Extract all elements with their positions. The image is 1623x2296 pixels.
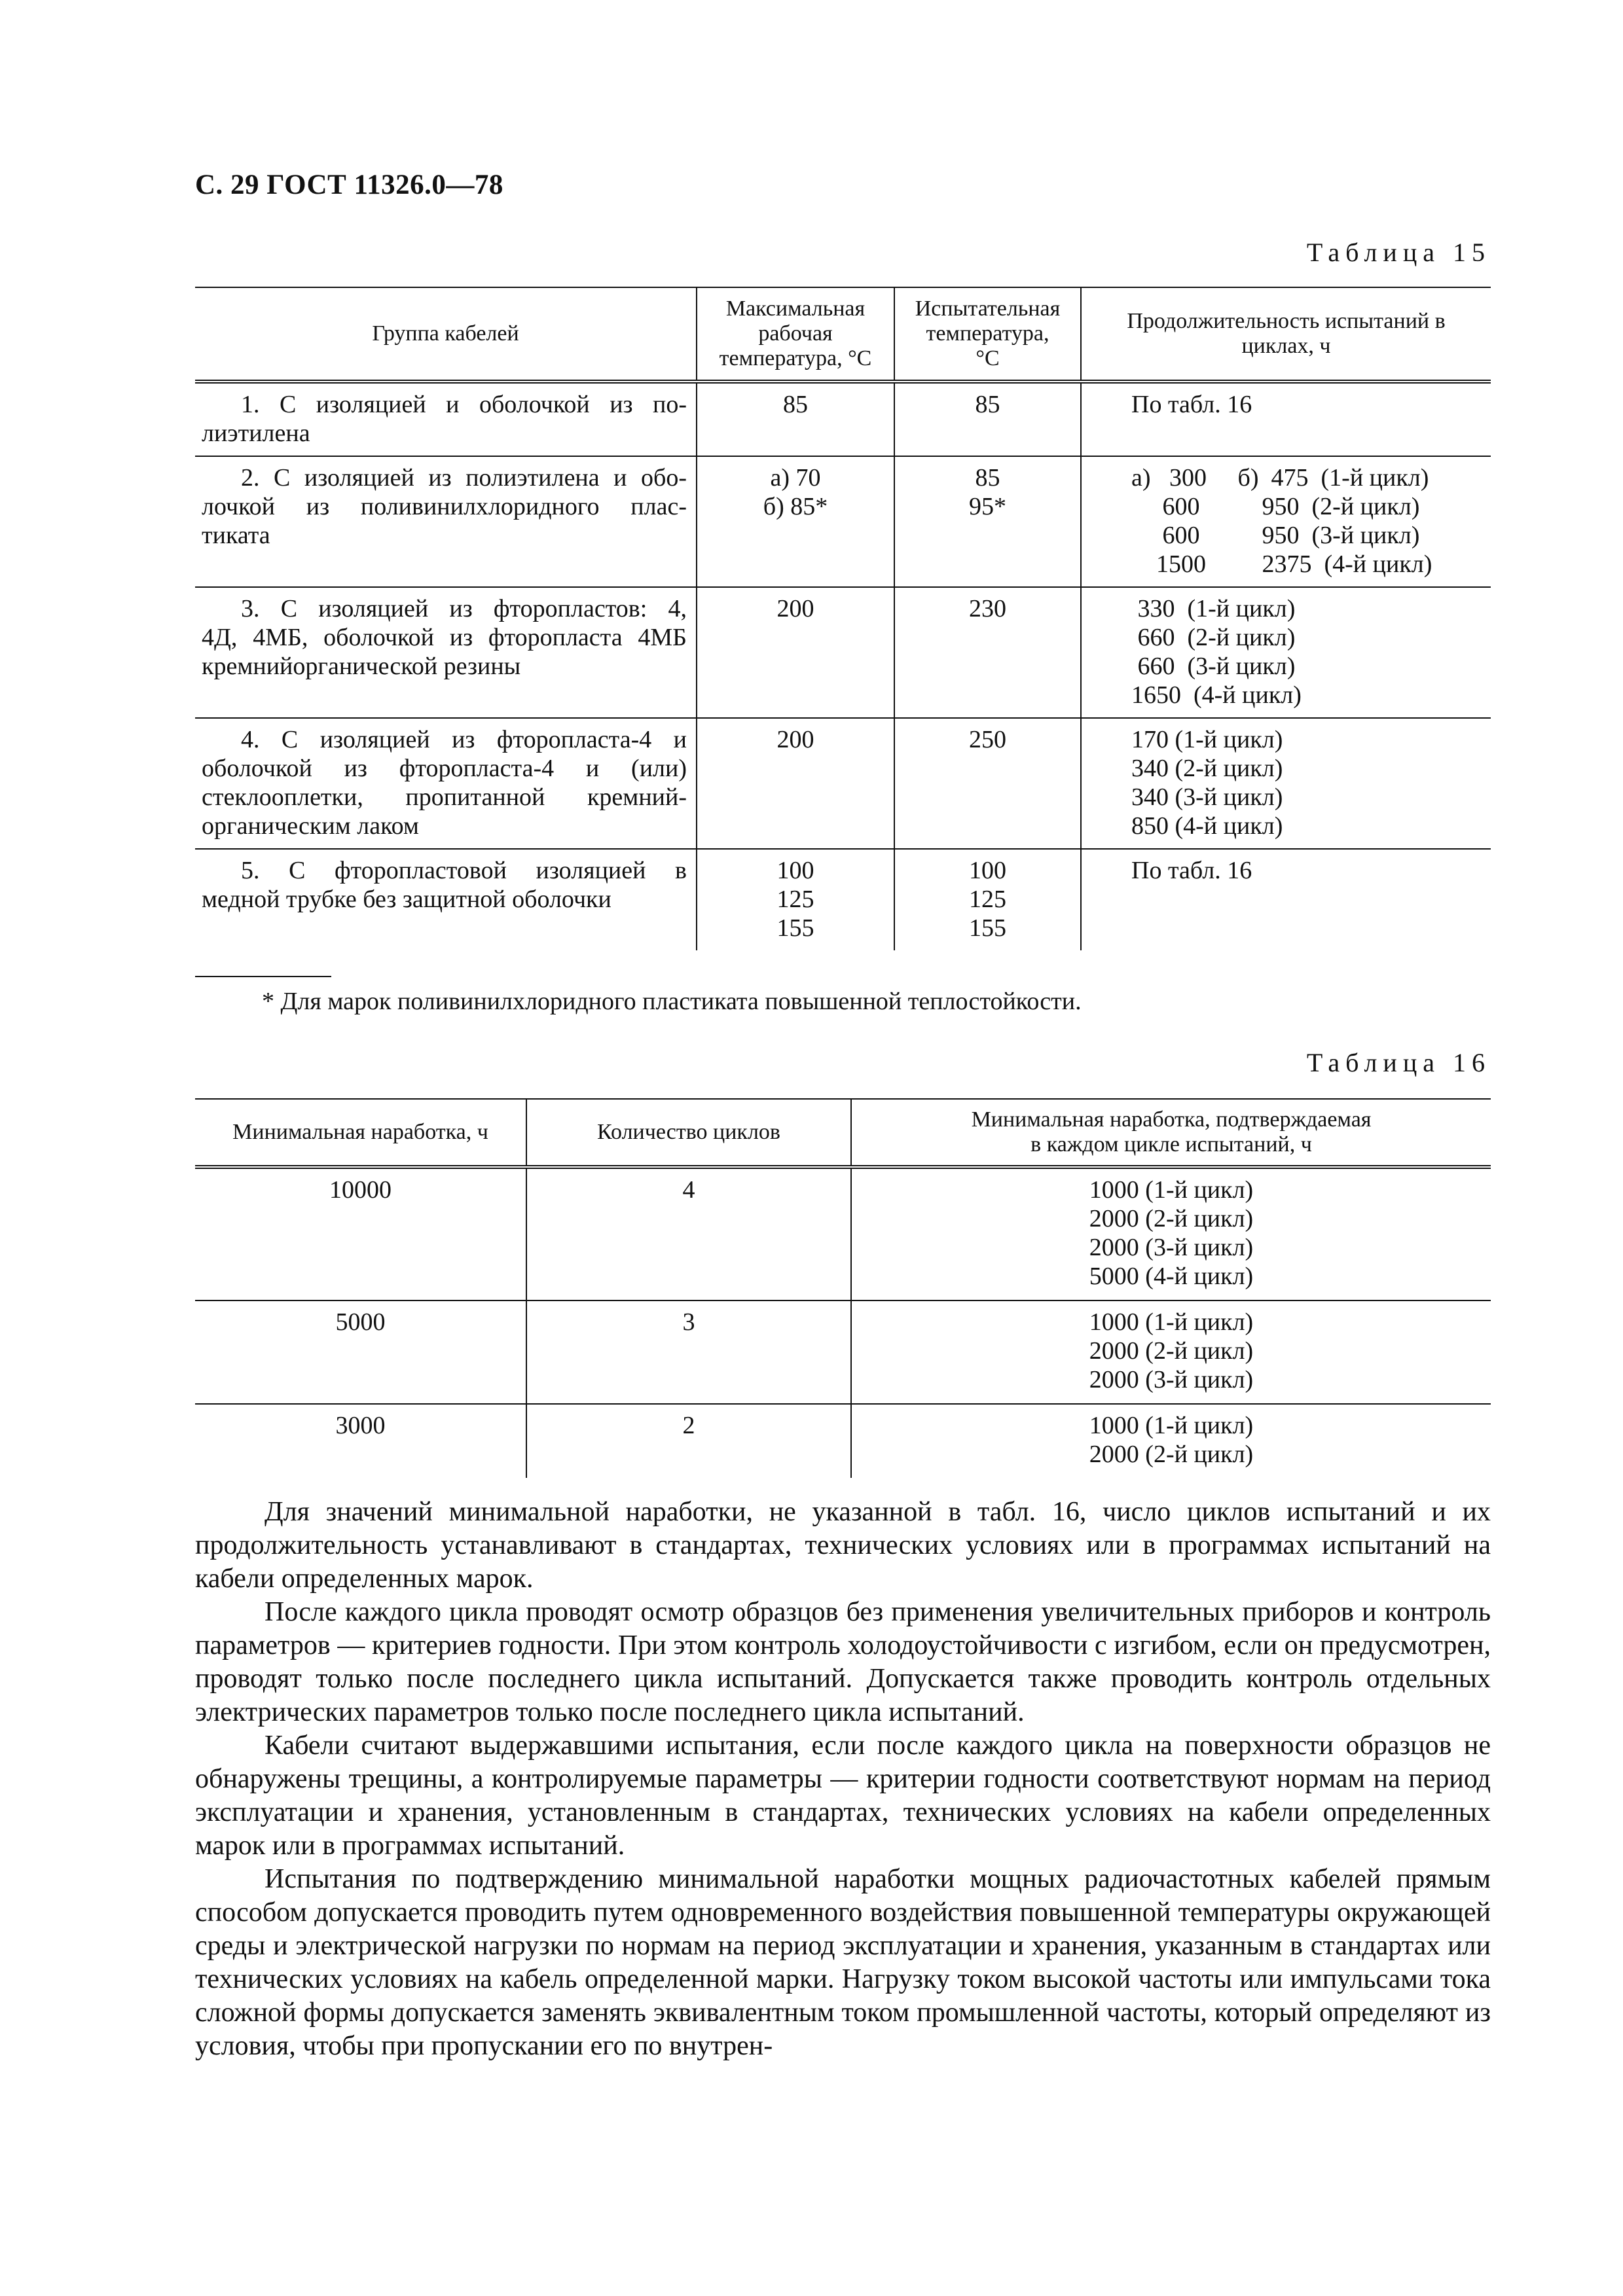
min-runtime-cell: 5000 bbox=[195, 1300, 526, 1404]
table15-header-group: Группа кабелей bbox=[195, 287, 697, 382]
duration-cell: По табл. 16 bbox=[1081, 382, 1491, 456]
table-row bbox=[195, 456, 1491, 587]
table15 bbox=[195, 287, 1491, 950]
table15-caption: Таблица 15 bbox=[1306, 238, 1491, 267]
test-temp-cell: 250 bbox=[894, 718, 1081, 849]
min-runtime-cell: 10000 bbox=[329, 1176, 392, 1204]
test-temp-cell: 230 bbox=[894, 587, 1081, 718]
confirmed-cell: 1000 (1-й цикл) 2000 (2-й цикл) 2000 (3-й цикл) 5000 (4-й цикл) bbox=[851, 1167, 1491, 1300]
table16-header-cycles: Количество циклов bbox=[526, 1099, 851, 1167]
confirmed-cell: 1000 (1-й цикл) 2000 (2-й цикл) 2000 (3-й цикл) bbox=[851, 1300, 1491, 1404]
cable-group-cell: 2. С изоляцией из полиэтилена и обо- лочкой из поливинилхлоридного плас- тиката bbox=[195, 456, 697, 587]
cycles-cell: 3 bbox=[526, 1300, 851, 1404]
test-temp-cell: 85 95* bbox=[894, 456, 1081, 587]
max-temp-cell: 100 125 155 bbox=[697, 849, 894, 950]
table-row bbox=[195, 1404, 1491, 1478]
paragraph: Для значений минимальной наработки, не указанной в табл. 16, число циклов испытаний и их продолжительность устанавливают в стандартах, технических условиях или в программах испытаний на кабели определенных марок. bbox=[195, 1497, 1491, 1594]
paragraph: Испытания по подтверждению минимальной наработки мощных радиочастотных кабелей прямым способом допускается проводить путем одновременного воздействия повышенной температуры окружающей среды и электрической нагрузки по нормам на период эксплуатации и хранения, указанным в стандартах или технических условиях на кабель определенной марки. Нагрузку током высокой частоты или импульсами тока сложной формы допускается заменять эквивалентным током промышленной частоты, который определяют из условия, чтобы при пропускании его по внутрен- bbox=[195, 1864, 1491, 2061]
body-text bbox=[195, 1496, 1491, 2063]
duration-cell: 170 (1-й цикл) 340 (2-й цикл) 340 (3-й цикл) 850 (4-й цикл) bbox=[1081, 718, 1491, 849]
table16-header-confirmed: Минимальная наработка, подтверждаемая в каждом цикле испытаний, ч bbox=[851, 1099, 1491, 1167]
table-row bbox=[195, 1167, 1491, 1300]
table15-header-test-temp: Испытательная температура, °С bbox=[894, 287, 1081, 382]
table15-header-row bbox=[195, 287, 1491, 382]
cycles-cell: 2 bbox=[526, 1404, 851, 1478]
confirmed-cell: 1000 (1-й цикл) 2000 (2-й цикл) bbox=[851, 1404, 1491, 1478]
footnote-divider bbox=[195, 976, 331, 977]
max-temp-cell: 200 bbox=[697, 587, 894, 718]
max-temp-cell: 85 bbox=[697, 382, 894, 456]
duration-cell: а) 300 б) 475 (1-й цикл) 600 950 (2-й цикл) 600 950 (3-й цикл) 1500 2375 (4-й цикл) bbox=[1081, 456, 1491, 587]
table15-header-max-temp: Максимальная рабочая температура, °С bbox=[697, 287, 894, 382]
table-row bbox=[195, 849, 1491, 950]
duration-cell: По табл. 16 bbox=[1081, 849, 1491, 950]
cable-group-cell: 1. С изоляцией и оболочкой из по- лиэтилена bbox=[202, 391, 687, 447]
max-temp-cell: 200 bbox=[697, 718, 894, 849]
table16 bbox=[195, 1098, 1491, 1478]
table-row bbox=[195, 718, 1491, 849]
paragraph: Кабели считают выдержавшими испытания, если после каждого цикла на поверхности образцов не обнаружены трещины, а контролируемые параметры — критерии годности соответствуют нормам на период эксплуатации и хранения, установленным в стандартах, технических условиях на кабели определенных марок или в программах испытаний. bbox=[195, 1731, 1491, 1861]
test-temp-cell: 85 bbox=[894, 382, 1081, 456]
table15-header-duration: Продолжительность испытаний в циклах, ч bbox=[1081, 287, 1491, 382]
test-temp-cell: 100 125 155 bbox=[894, 849, 1081, 950]
cycles-cell: 4 bbox=[526, 1167, 851, 1300]
duration-cell: 330 (1-й цикл) 660 (2-й цикл) 660 (3-й цикл) 1650 (4-й цикл) bbox=[1081, 587, 1491, 718]
table-row bbox=[195, 587, 1491, 718]
table16-header-min-runtime: Минимальная наработка, ч bbox=[195, 1099, 526, 1167]
cable-group-cell: 5. С фторопластовой изоляцией в медной трубке без защитной оболочки bbox=[195, 849, 697, 950]
max-temp-cell: а) 70 б) 85* bbox=[697, 456, 894, 587]
cable-group-cell: 3. С изоляцией из фторопластов: 4, 4Д, 4МБ, оболочкой из фторопласта 4МБ кремнийорганической резины bbox=[195, 587, 697, 718]
cable-group-cell: 4. С изоляцией из фторопласта-4 и оболочкой из фторопласта-4 и (или) стеклооплетки, пропитанной кремний- органическим лаком bbox=[195, 718, 697, 849]
min-runtime-cell: 3000 bbox=[195, 1404, 526, 1478]
table16-header-row bbox=[195, 1099, 1491, 1167]
table-row bbox=[195, 1300, 1491, 1404]
paragraph: После каждого цикла проводят осмотр образцов без применения увеличительных приборов и контроль параметров — критериев годности. При этом контроль холодоустойчивости с изгибом, если он предусмотрен, проводят только после последнего цикла испытаний. Допускается также проводить контроль отдельных электрических параметров только после последнего цикла испытаний. bbox=[195, 1597, 1491, 1727]
table16-caption: Таблица 16 bbox=[1306, 1048, 1491, 1077]
table-row bbox=[195, 382, 1491, 456]
page-header: С. 29 ГОСТ 11326.0—78 bbox=[195, 170, 503, 200]
footnote: * Для марок поливинилхлоридного пластиката повышенной теплостойкости. bbox=[262, 988, 1082, 1015]
